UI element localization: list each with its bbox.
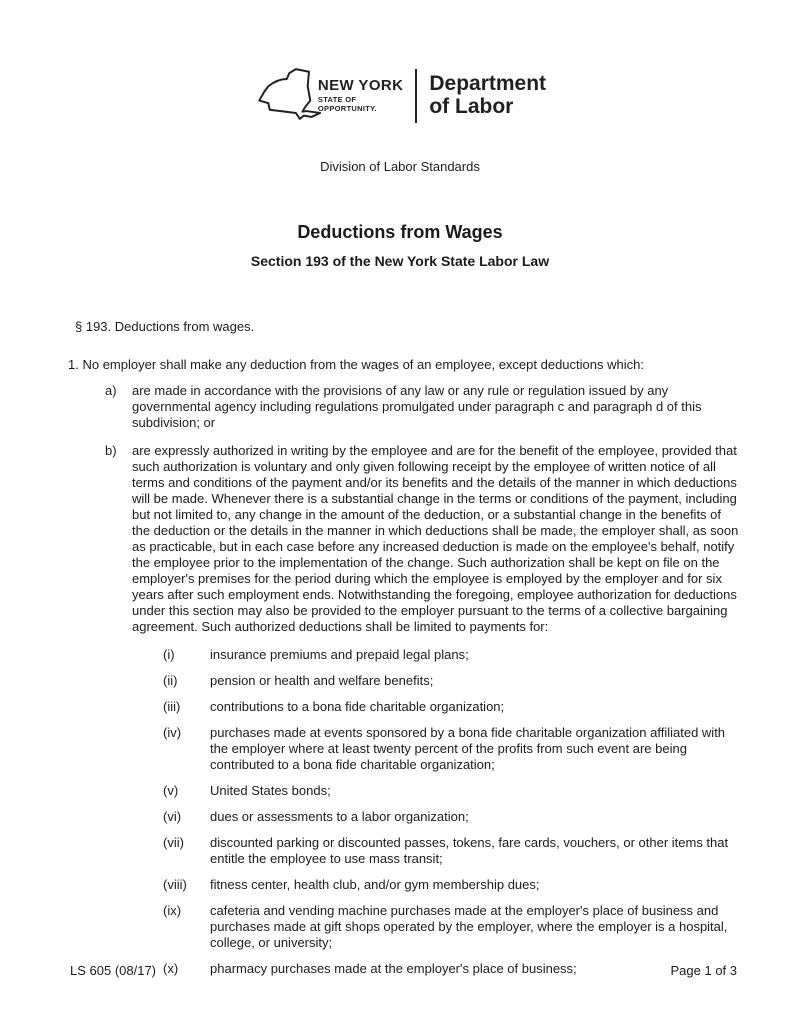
list-item-label: b)	[105, 443, 117, 458]
roman-numeral-list	[163, 647, 800, 977]
list-item-text: fitness center, health club, and/or gym membership dues;	[210, 877, 540, 892]
list-item-label: (ii)	[163, 673, 178, 688]
list-item-vi	[163, 809, 800, 825]
paragraph-1-number: 1.	[68, 357, 79, 372]
new-york-state-outline-icon	[254, 62, 326, 133]
logo-brand-opportunity: OPPORTUNITY.	[317, 104, 377, 113]
list-item-text: pharmacy purchases made at the employer's place of business;	[210, 961, 577, 976]
list-item-ii	[163, 673, 800, 689]
list-item-text: insurance premiums and prepaid legal plans;	[210, 647, 469, 662]
list-item-iv	[163, 725, 800, 773]
list-item-label: (viii)	[163, 877, 187, 892]
document-subtitle: Section 193 of the New York State Labor Law	[250, 253, 550, 269]
list-item-i	[163, 647, 800, 663]
logo-brand-newyork: NEW YORK	[317, 76, 404, 94]
list-item-label: (iii)	[163, 699, 181, 714]
nys-dol-logo	[0, 58, 800, 133]
logo-dept-line2: of Labor	[429, 94, 514, 118]
page-number: Page 1 of 3	[670, 963, 737, 978]
paragraph-1	[68, 357, 738, 373]
list-item-a	[105, 383, 800, 431]
form-number: LS 605 (08/17)	[70, 963, 157, 978]
list-item-text: cafeteria and vending machine purchases made at the employer's place of business and purchases made at gift shops operated by the employer, where the employer is a hospital, college, or university;	[210, 903, 728, 950]
list-item-v	[163, 783, 800, 799]
list-item-text: discounted parking or discounted passes, tokens, fare cards, vouchers, or other items that entitle the employee to use mass transit;	[210, 835, 729, 866]
list-item-label: (v)	[163, 783, 179, 798]
list-item-viii	[163, 877, 800, 893]
list-item-text: are expressly authorized in writing by the employee and are for the benefit of the employee, provided that such authorization is voluntary and only given following receipt by the employee of written notice of all terms and conditions of the payment and/or its benefits and the details of the manner in which deductions will be made. Whenever there is a substantial change in the terms or conditions of the payment, including but not limited to, any change in the amount of the deduction, or a substantial change in the benefits of the deduction or the details in the manner in which deductions shall be made, the employer shall, as soon as practicable, but in each case before any increased deduction is made on the employee's behalf, notify the employee prior to the implementation of the change. Such authorization shall be kept on file on the employer's premises for the period during which the employee is employed by the employer and for six years after such employment ends. Notwithstanding the foregoing, employee authorization for deductions under this section may also be provided to the employer pursuant to the terms of a collective bargaining agreement. Such authorized deductions shall be limited to payments for:	[132, 443, 739, 634]
division-heading: Division of Labor Standards	[320, 159, 480, 174]
list-item-b	[105, 443, 800, 635]
list-item-iii	[163, 699, 800, 715]
list-item-text: are made in accordance with the provisions of any law or any rule or regulation issued by any governmental agency including regulations promulgated under paragraph c and paragraph d of this subdivision; or	[132, 383, 702, 430]
list-item-label: (vii)	[163, 835, 184, 850]
list-item-text: dues or assessments to a labor organization;	[210, 809, 469, 824]
list-item-text: United States bonds;	[210, 783, 331, 798]
page-footer	[70, 963, 737, 978]
list-item-label: (vi)	[163, 809, 182, 824]
logo-department-text	[429, 73, 546, 118]
document-header	[0, 0, 800, 174]
lettered-list	[105, 383, 800, 635]
logo-divider	[415, 69, 417, 123]
section-heading: § 193. Deductions from wages.	[75, 319, 255, 334]
list-item-label: (x)	[163, 961, 179, 976]
list-item-text: contributions to a bona fide charitable organization;	[210, 699, 505, 714]
list-item-label: (i)	[163, 647, 175, 662]
logo-brand-stateof: STATE OF	[317, 94, 357, 104]
list-item-ix	[163, 903, 800, 951]
list-item-label: (iv)	[163, 725, 182, 740]
logo-dept-line1: Department	[429, 71, 547, 95]
list-item-vii	[163, 835, 800, 867]
list-item-label: (ix)	[163, 903, 182, 918]
logo-brand-text	[318, 78, 403, 114]
list-item-label: a)	[105, 383, 117, 398]
list-item-text: pension or health and welfare benefits;	[210, 673, 434, 688]
list-item-text: purchases made at events sponsored by a bona fide charitable organization affiliated with the employer where at least twenty percent of the profits from such event are being contributed to a bona fide charitable organization;	[210, 725, 726, 772]
paragraph-1-text: No employer shall make any deduction from the wages of an employee, except deductions which:	[82, 357, 644, 372]
document-title: Deductions from Wages	[297, 222, 503, 242]
